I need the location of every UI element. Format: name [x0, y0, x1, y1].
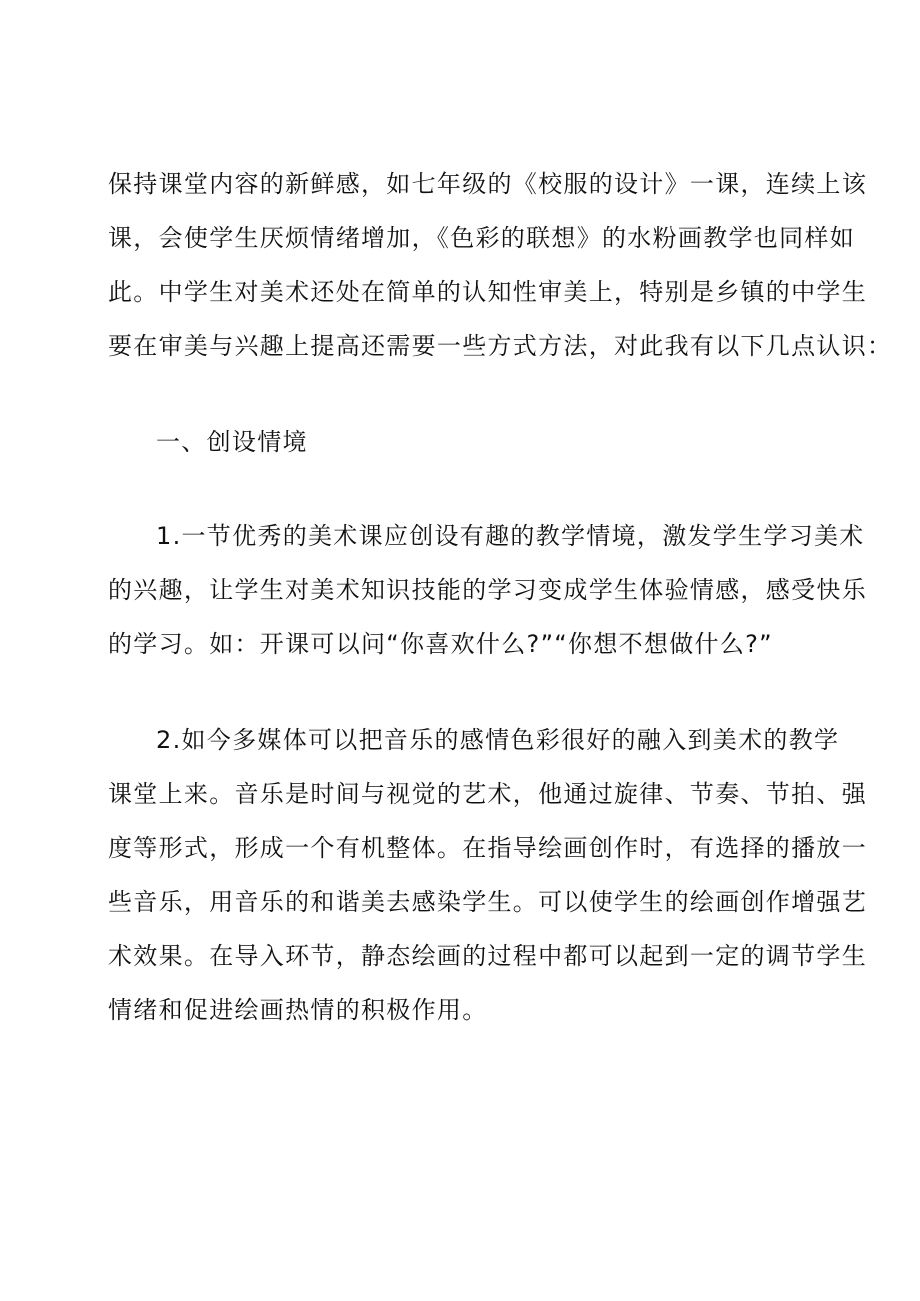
item-2-line-2: 课堂上来。音乐是时间与视觉的艺术，他通过旋律、节奏、节拍、强	[108, 780, 867, 808]
intro-line-2: 课，会使学生厌烦情绪增加，《色彩的联想》的水粉画教学也同样如	[108, 224, 855, 252]
intro-line-3: 此。中学生对美术还处在简单的认知性审美上，特别是乡镇的中学生	[108, 278, 867, 306]
section-heading: 一、创设情境	[156, 428, 308, 456]
intro-line-1: 保持课堂内容的新鲜感，如七年级的《校服的设计》一课，连续上该	[108, 170, 867, 198]
intro-line-4: 要在审美与兴趣上提高还需要一些方式方法，对此我有以下几点认识：	[108, 332, 893, 360]
item-1-line-2: 的兴趣，让学生对美术知识技能的学习变成学生体验情感，感受快乐	[108, 576, 867, 604]
item-2-line-6: 情绪和促进绘画热情的积极作用。	[108, 996, 488, 1024]
item-2-line-3: 度等形式，形成一个有机整体。在指导绘画创作时，有选择的播放一	[108, 834, 867, 862]
item-1-line-3: 的学习。如：开课可以问“你喜欢什么?”“你想不想做什么?”	[108, 630, 773, 658]
item-2-line-4: 些音乐，用音乐的和谐美去感染学生。可以使学生的绘画创作增强艺	[108, 888, 867, 916]
item-2-line-5: 术效果。在导入环节，静态绘画的过程中都可以起到一定的调节学生	[108, 942, 867, 970]
item-1-line-1: 1.一节优秀的美术课应创设有趣的教学情境，激发学生学习美术	[156, 522, 865, 550]
item-2-line-1: 2.如今多媒体可以把音乐的感情色彩很好的融入到美术的教学	[156, 726, 840, 754]
